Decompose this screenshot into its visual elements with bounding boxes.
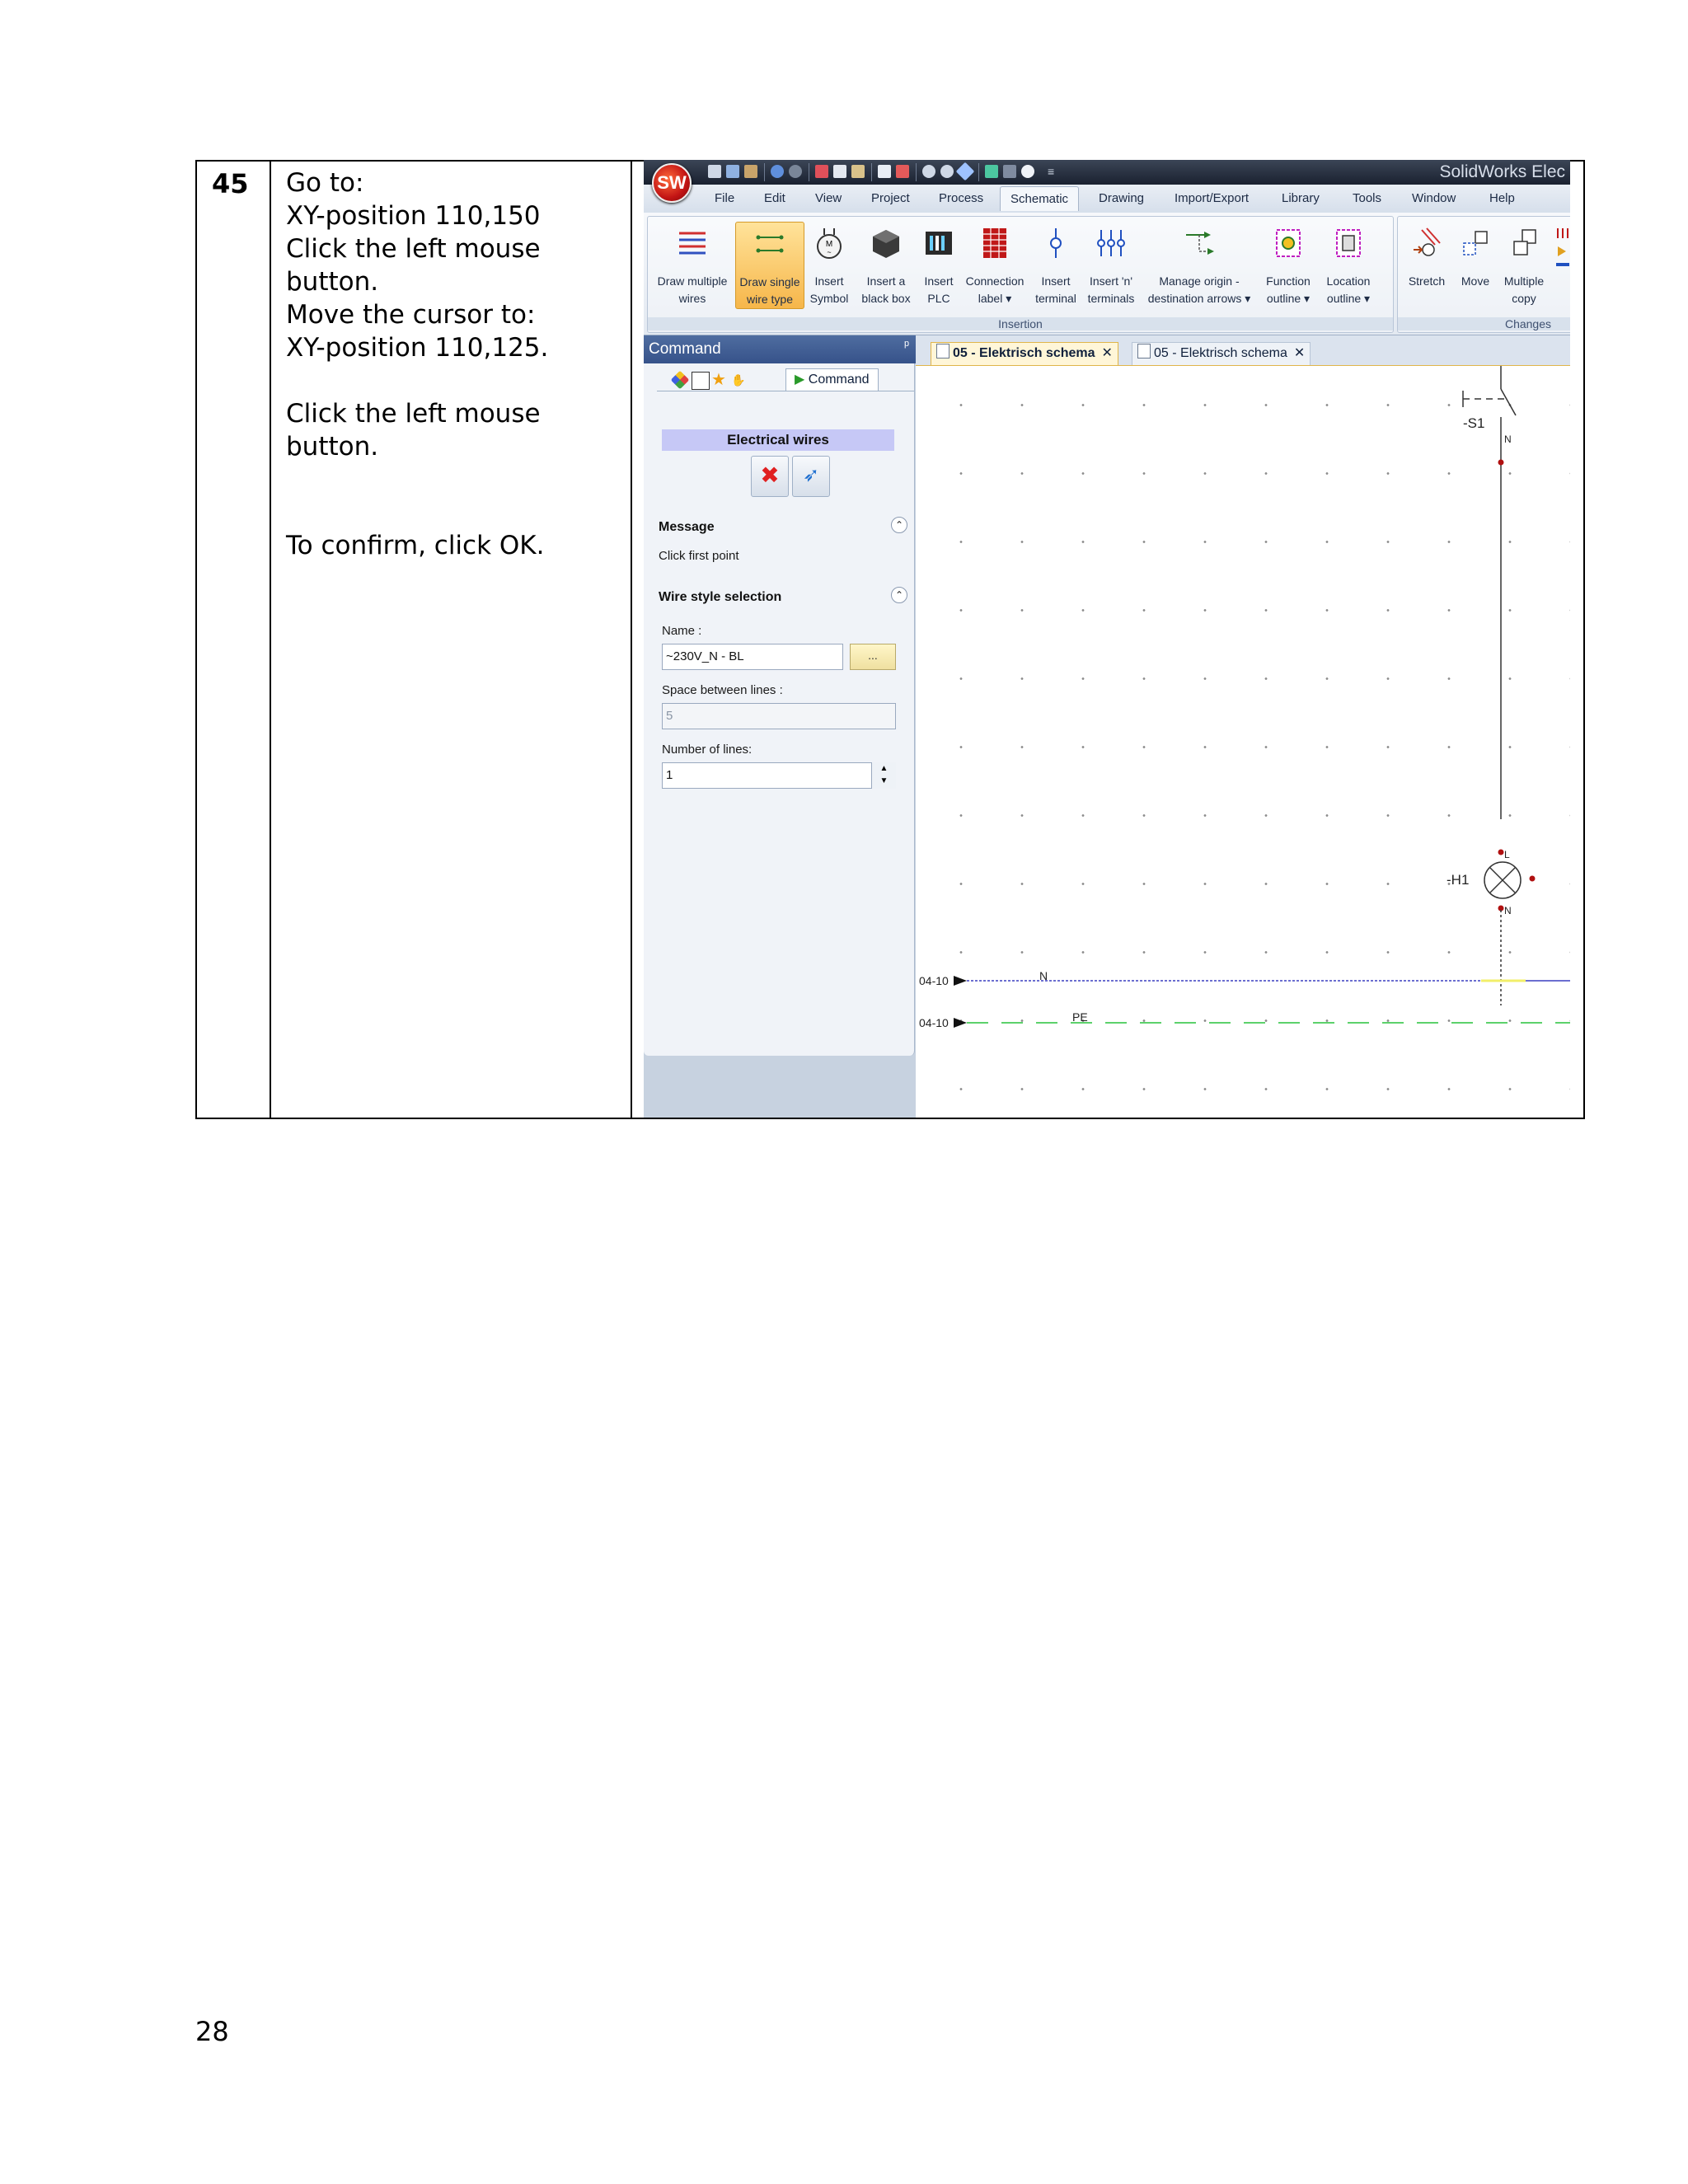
insert-black-box-button[interactable] [856,222,917,307]
wire-style-section-title: Wire style selection [659,590,782,604]
paste-icon[interactable] [851,165,865,178]
ribbon-button-label: Move [1461,274,1490,288]
command-panel-body [644,363,915,1056]
menu-view[interactable]: View [815,191,842,205]
ribbon-button-label: Insert PLC [924,274,954,305]
location-outline-icon [1332,227,1365,260]
switch-contact [1501,389,1516,415]
help-icon[interactable] [1021,165,1034,178]
page-number: 28 [195,2016,229,2047]
function-outline-icon [1272,227,1305,260]
menu-bar [644,185,1570,213]
location-outline-button[interactable] [1319,222,1378,307]
copy-icon[interactable] [833,165,846,178]
ribbon [644,213,1570,335]
menu-drawing[interactable]: Drawing [1099,191,1145,205]
zoom-icon[interactable] [922,165,935,178]
save-icon[interactable] [692,372,710,390]
name-label: Name : [662,624,702,638]
ribbon-button-label: Stretch [1408,274,1446,288]
instruction-spacer [286,364,632,397]
pin-dot [1498,850,1504,855]
app-screenshot [644,160,1570,1118]
stepper-up-icon[interactable]: ▲ [879,764,889,773]
instruction-line: XY-position 110,150 [286,201,541,231]
save-icon[interactable] [726,165,739,178]
schematic-canvas[interactable] [916,366,1570,1118]
instruction-line: Go to: [286,168,364,198]
ribbon-group-label: Insertion [648,317,1393,330]
n-terminals-icon [1095,227,1128,260]
cancel-button[interactable]: ✖ [751,456,789,497]
tab-command[interactable] [785,368,879,391]
tab-elektrisch-schema-active[interactable] [931,342,1118,365]
arrow-label-n: 04-10 [919,974,949,987]
menu-file[interactable]: File [715,191,735,205]
menu-tools[interactable]: Tools [1353,191,1382,205]
command-panel-title: Command [649,340,721,358]
page-next-icon[interactable] [896,165,909,178]
svg-text:M: M [825,240,833,249]
cut-icon[interactable] [815,165,828,178]
menu-process[interactable]: Process [939,191,984,205]
stretch-icon [1410,227,1443,260]
undo-icon[interactable] [771,165,784,178]
ribbon-button-label: Function outline ▾ [1266,274,1311,305]
pin-icon[interactable]: ᵖ [903,339,909,353]
ribbon-button-label: Insert Symbol [809,274,849,305]
sort-icon[interactable] [1003,165,1016,178]
drag-icon[interactable]: ✋ [731,373,746,387]
draw-multiple-wires-button[interactable] [651,222,734,307]
menu-window[interactable]: Window [1412,191,1456,205]
close-icon[interactable]: ✕ [1101,346,1113,360]
ok-button[interactable]: ➶ [792,456,830,497]
message-text: Click first point [659,549,739,563]
plc-icon [922,227,955,260]
command-panel-tabs [657,368,901,391]
customize-icon[interactable]: ≡ [1048,165,1055,178]
toolbar-separator [978,163,979,181]
ribbon-button-label: Location outline ▾ [1326,274,1371,305]
wire-name-field[interactable]: ~230V_N - BL [662,644,843,670]
space-between-lines-label: Space between lines : [662,683,783,697]
command-panel-header [644,335,916,363]
ribbon-button-label: Multiple copy [1503,274,1545,305]
search-icon[interactable] [940,165,954,178]
menu-import-export[interactable]: Import/Export [1175,191,1250,205]
play-icon: ▶ [795,373,805,387]
collapse-wire-style-icon[interactable]: ⌃ [891,587,907,603]
number-of-lines-stepper[interactable] [871,762,896,789]
stretch-button[interactable] [1401,222,1452,307]
origin-arrow-n [954,976,967,986]
electrical-wires-title: Electrical wires [662,429,894,451]
ribbon-group-insertion [647,216,1394,333]
stepper-down-icon[interactable]: ▼ [879,776,889,785]
black-box-icon [870,227,903,260]
navigate-icon[interactable] [956,162,975,181]
document-tabs [916,335,1570,366]
ribbon-button-label: Draw multiple wires [657,274,728,305]
origin-destination-arrow-icon [1183,227,1216,260]
ribbon-button-label: Connection label ▾ [965,274,1025,305]
single-wire-icon [753,227,786,260]
ribbon-button-label: Manage origin - destination arrows ▾ [1147,274,1251,305]
title-bar [644,160,1570,185]
number-of-lines-label: Number of lines: [662,743,753,757]
menu-schematic[interactable]: Schematic [1000,186,1079,211]
instruction-spacer [286,496,632,529]
number-of-lines-field[interactable] [662,762,896,789]
manage-origin-destination-arrows-button[interactable] [1141,222,1258,307]
sheet-icon [1137,344,1151,359]
instruction-line: button. [286,432,379,462]
ribbon-button-label: Insert 'n' terminals [1087,274,1135,305]
toolbar-separator [764,163,765,181]
menu-project[interactable]: Project [871,191,910,205]
instruction-line: Click the left mouse [286,234,541,264]
space-between-lines-field[interactable]: 5 [662,703,896,729]
components-icon[interactable] [671,371,690,390]
print-icon[interactable] [744,165,757,178]
menu-help[interactable]: Help [1489,191,1515,205]
ribbon-button-label: Insert a black box [861,274,911,305]
column-divider [270,162,271,1118]
collapse-message-icon[interactable]: ⌃ [891,517,907,533]
new-icon[interactable] [708,165,721,178]
schematic-drawing [916,366,1570,1118]
tab-label: 05 - Elektrisch schema [953,346,1095,360]
ribbon-button-label: Draw single wire type [739,275,800,306]
draw-single-wire-type-button[interactable] [735,222,804,309]
instruction-line: XY-position 110,125. [286,333,549,363]
sheet-icon [936,344,950,359]
close-icon[interactable]: ✕ [1293,346,1306,360]
origin-arrow-pe [954,1018,967,1028]
ribbon-group-label: Changes [1398,317,1570,330]
lamp-label: -H1 [1447,872,1470,888]
multiple-wires-icon [676,227,709,260]
app-title: SolidWorks Elec [1439,162,1565,181]
motor-symbol-icon [813,227,846,260]
pin-dot [1530,876,1536,882]
arrow-label-pe: 04-10 [919,1016,949,1029]
command-panel [644,335,916,1118]
instruction-line: Move the cursor to: [286,300,536,330]
number-of-lines-value: 1 [666,768,673,782]
instruction-spacer [286,463,632,496]
switch-label: -S1 [1463,415,1485,431]
pin-label: N [1504,434,1512,445]
toolbar-separator [871,163,872,181]
app-logo[interactable]: SW [652,163,692,203]
svg-text:~: ~ [827,248,832,256]
multiple-copy-button[interactable] [1498,222,1550,307]
more-changes-button[interactable] [1553,222,1570,307]
pin-label: N [1504,905,1512,916]
instruction-line: button. [286,267,379,297]
move-icon [1459,227,1492,260]
redo-icon[interactable] [789,165,802,178]
page-prev-icon[interactable] [878,165,891,178]
message-section-title: Message [659,520,715,534]
tab-label: 05 - Elektrisch schema [1154,346,1287,360]
menu-library[interactable]: Library [1282,191,1320,205]
insert-n-terminals-button[interactable] [1083,222,1139,307]
ribbon-group-changes [1397,216,1570,333]
refresh-icon[interactable] [985,165,998,178]
pin-dot [1498,460,1504,466]
insert-terminal-button[interactable] [1030,222,1081,307]
tab-elektrisch-schema[interactable] [1132,342,1311,365]
terminal-icon [1039,227,1072,260]
wire-label-n: N [1039,969,1048,982]
menu-edit[interactable]: Edit [764,191,785,205]
toolbar-separator [916,163,917,181]
connection-label-button[interactable] [961,222,1029,307]
connection-label-icon [978,227,1011,260]
favorites-icon[interactable]: ★ [711,371,726,389]
instruction-text [286,166,632,562]
more-changes-icon [1554,227,1570,276]
pin-label: L [1504,849,1510,860]
instruction-line: To confirm, click OK. [286,531,545,560]
function-outline-button[interactable] [1259,222,1317,307]
tab-command-label: Command [808,373,870,387]
ribbon-button-label: Insert terminal [1035,274,1076,305]
insert-symbol-button[interactable] [804,222,854,307]
browse-wire-style-button[interactable]: ... [850,644,896,670]
move-button[interactable] [1454,222,1497,307]
step-number: 45 [212,168,249,199]
instruction-line: Click the left mouse [286,399,541,429]
multiple-copy-icon [1507,227,1540,260]
insert-plc-button[interactable] [918,222,959,307]
wire-label-pe: PE [1072,1010,1088,1024]
